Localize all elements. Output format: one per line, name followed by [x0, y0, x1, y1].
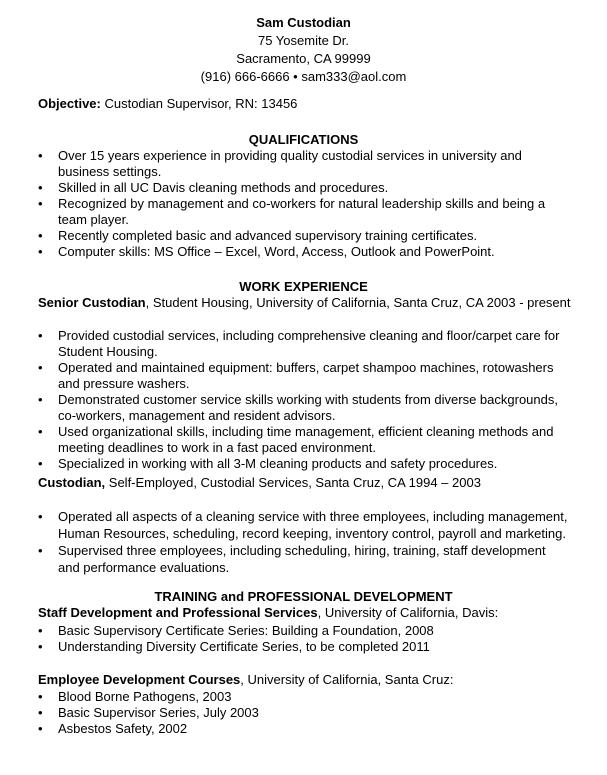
list-item [38, 623, 568, 639]
bullet-icon: • [38, 639, 43, 654]
job-heading-senior-custodian [38, 295, 598, 311]
job-title: Custodian, [38, 475, 106, 490]
list-item [38, 244, 558, 260]
bullet-icon: • [38, 228, 43, 243]
list-item [38, 228, 558, 244]
training-title: TRAINING and PROFESSIONAL DEVELOPMENT [154, 589, 453, 604]
work-experience-title: WORK EXPERIENCE [239, 279, 368, 294]
list-item-text: Specialized in working with all 3-M cleaning products and safety procedures. [58, 456, 498, 471]
list-item-text: Over 15 years experience in providing quality custodial services in university and business settings. [58, 148, 522, 179]
list-item-text: Operated all aspects of a cleaning service with three employees, including management, Human Resources, scheduling, record keeping, inventory control, payroll and marketing. [58, 509, 568, 541]
training-group-heading-staff-development [38, 605, 598, 621]
training-group-details: , University of California, Santa Cruz: [240, 672, 454, 687]
list-item-text: Provided custodial services, including comprehensive cleaning and floor/carpet care for Student Housing. [58, 328, 560, 359]
contact-header [0, 14, 607, 86]
job-heading-custodian [38, 475, 598, 491]
list-item [38, 721, 568, 737]
list-item [38, 508, 568, 542]
address-line-1: 75 Yosemite Dr. [257, 33, 350, 48]
job-details: Self-Employed, Custodial Services, Santa Cruz, CA 1994 – 2003 [105, 475, 481, 490]
training-group-title: Staff Development and Professional Services [38, 605, 318, 620]
list-item-text: Blood Borne Pathogens, 2003 [58, 689, 232, 704]
list-item [38, 196, 558, 228]
list-item [38, 392, 568, 424]
custodian-duties [38, 508, 568, 576]
list-item [38, 456, 568, 472]
objective-text: Custodian Supervisor, RN: 13456 [100, 96, 298, 111]
list-item-text: Computer skills: MS Office – Excel, Word, Access, Outlook and PowerPoint. [58, 244, 495, 259]
training-group-title: Employee Development Courses [38, 672, 241, 687]
list-item-text: Used organizational skills, including time management, efficient cleaning methods and meeting deadlines to work in a fast paced environment. [58, 424, 554, 455]
candidate-name: Sam Custodian [256, 15, 351, 30]
list-item [38, 360, 568, 392]
bullet-icon: • [38, 392, 43, 407]
staff-development-list [38, 623, 568, 655]
list-item-text: Supervised three employees, including scheduling, hiring, training, staff development and performance evaluations. [58, 543, 546, 575]
list-item-text: Recently completed basic and advanced supervisory training certificates. [58, 228, 478, 243]
bullet-icon: • [38, 360, 43, 375]
list-item-text: Recognized by management and co-workers for natural leadership skills and being a team player. [58, 196, 546, 227]
objective [38, 96, 578, 112]
list-item [38, 328, 568, 360]
bullet-icon: • [38, 148, 43, 163]
bullet-icon: • [38, 196, 43, 211]
list-item-text: Basic Supervisor Series, July 2003 [58, 705, 259, 720]
job-details: , Student Housing, University of California, Santa Cruz, CA 2003 - present [145, 295, 571, 310]
bullet-icon: • [38, 456, 43, 471]
list-item-text: Demonstrated customer service skills working with students from diverse backgrounds, co-workers, management and resident advisors. [58, 392, 558, 423]
list-item [38, 180, 558, 196]
list-item-text: Operated and maintained equipment: buffers, carpet shampoo machines, rotowashers and pressure washers. [58, 360, 554, 391]
bullet-icon: • [38, 705, 43, 720]
senior-custodian-duties [38, 328, 568, 472]
address-line-2: Sacramento, CA 99999 [236, 51, 371, 66]
training-group-heading-employee-development [38, 672, 598, 688]
list-item-text: Basic Supervisory Certificate Series: Building a Foundation, 2008 [58, 623, 434, 638]
bullet-icon: • [38, 623, 43, 638]
qualifications-list [38, 148, 558, 260]
bullet-icon: • [38, 543, 43, 558]
list-item [38, 148, 558, 180]
contact-line: (916) 666-6666 • sam333@aol.com [200, 69, 407, 84]
list-item-text: Asbestos Safety, 2002 [58, 721, 188, 736]
bullet-icon: • [38, 244, 43, 259]
employee-development-list [38, 689, 568, 737]
bullet-icon: • [38, 180, 43, 195]
list-item-text: Skilled in all UC Davis cleaning methods and procedures. [58, 180, 389, 195]
list-item [38, 705, 568, 721]
bullet-icon: • [38, 721, 43, 736]
list-item [38, 542, 568, 576]
list-item [38, 689, 568, 705]
bullet-icon: • [38, 689, 43, 704]
list-item-text: Understanding Diversity Certificate Series, to be completed 2011 [58, 639, 430, 654]
bullet-icon: • [38, 509, 43, 524]
qualifications-title: QUALIFICATIONS [248, 132, 359, 147]
list-item [38, 424, 568, 456]
job-title: Senior Custodian [38, 295, 146, 310]
list-item [38, 639, 568, 655]
training-group-details: , University of California, Davis: [317, 605, 499, 620]
bullet-icon: • [38, 328, 43, 343]
bullet-icon: • [38, 424, 43, 439]
objective-label: Objective: [38, 96, 101, 111]
